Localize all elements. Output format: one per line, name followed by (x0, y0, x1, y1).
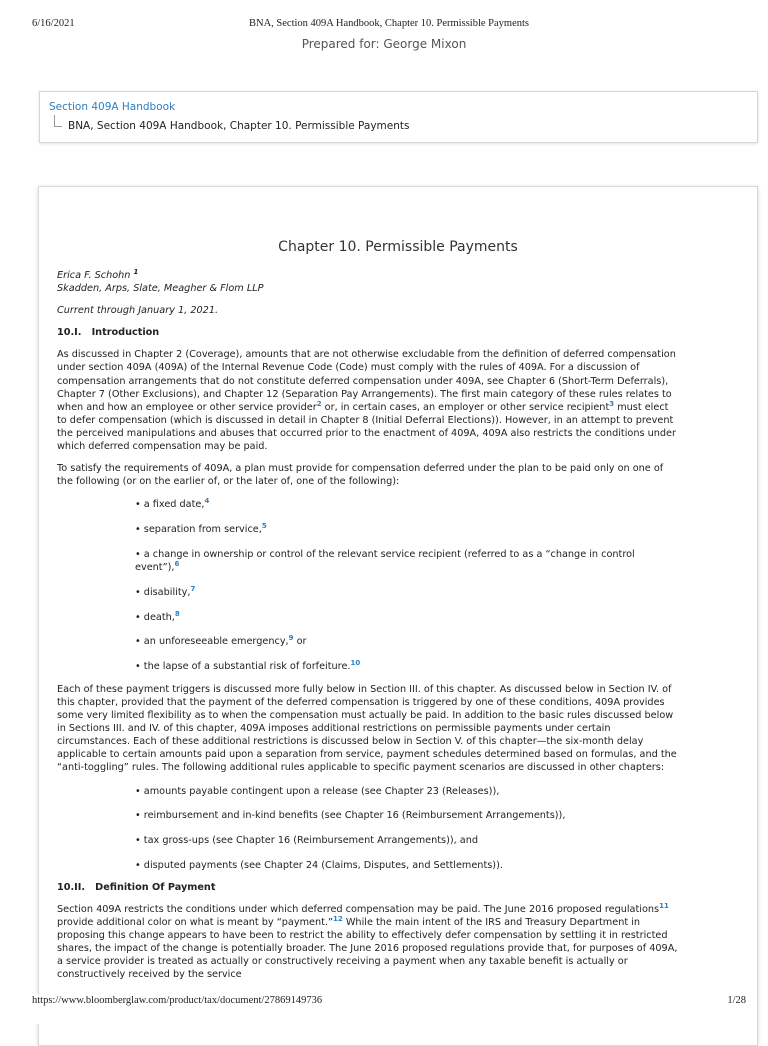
footnote-ref-8[interactable]: 8 (174, 609, 180, 618)
print-title: BNA, Section 409A Handbook, Chapter 10. Permissible Payments (249, 18, 529, 29)
breadcrumb (39, 91, 758, 143)
definition-text-b: provide additional color on what is meant by “payment.” (57, 916, 334, 928)
list-item-text: • disability, (135, 586, 191, 598)
list-item: • amounts payable contingent upon a release (see Chapter 23 (Releases)), (135, 785, 500, 797)
intro-text-a: As discussed in Chapter 2 (Coverage), amounts that are not otherwise excludable from the definition of deferred compensation under section 409A (409A) of the Internal Revenue Code (Code) must comply with the rules of 409A. For a discussion of compensation arrangements that do not constitute deferred compensation under 409A, see Chapter 6 (Short-Term Deferrals), Chapter 7 (Other Exclusions), and Chapter 12 (Separation Pay Arrangements). The first main category of these rules relates to when and how an employee or other service provider (57, 349, 676, 413)
list-item-text: • the lapse of a substantial risk of forfeiture. (135, 661, 351, 673)
list-item-text: • an unforeseeable emergency, (135, 636, 289, 648)
breadcrumb-root-link[interactable]: Section 409A Handbook (49, 101, 176, 113)
document-title: Chapter 10. Permissible Payments (278, 239, 518, 255)
other-rules-list (57, 785, 679, 872)
requirements-paragraph: To satisfy the requirements of 409A, a plan must provide for compensation deferred under the plan to be paid only on one of the following (or on the earlier of, or the later of, one of the following): (57, 463, 664, 488)
author-firm: Skadden, Arps, Slate, Meagher & Flom LLP (57, 283, 264, 295)
list-item-text: • separation from service, (135, 524, 262, 536)
page-number: 1/28 (727, 995, 746, 1006)
payment-triggers-list (57, 498, 679, 673)
list-item-text: • a fixed date, (135, 499, 205, 511)
footnote-ref-10[interactable]: 10 (350, 658, 361, 667)
intro-paragraph (57, 348, 679, 453)
document-body (57, 269, 679, 981)
footnote-ref-2[interactable]: 2 (316, 399, 322, 408)
list-item-suffix: or (293, 636, 307, 648)
footnote-ref-1[interactable]: 1 (133, 267, 139, 276)
list-item-text: • a change in ownership or control of the relevant service recipient (referred to as a “change in control event”), (135, 548, 635, 573)
footnote-ref-9[interactable]: 9 (288, 634, 294, 643)
definition-paragraph (57, 903, 679, 982)
list-item (135, 635, 679, 648)
footnote-ref-5[interactable]: 5 (261, 521, 267, 530)
tree-connector (54, 115, 62, 127)
footnote-ref-12[interactable]: 12 (333, 914, 343, 923)
intro-text-b: or, in certain cases, an employer or other service recipient (321, 401, 610, 413)
author-name: Erica F. Schohn (57, 270, 131, 281)
payment-triggers-paragraph: Each of these payment triggers is discussed more fully below in Section III. of this chapter. As discussed below in Section IV. of this chapter, provided that the payment of the deferred compensation is triggered by one of these conditions, 409A provides some very limited flexibility as to when the compensation must actually be paid. In addition to the basic rules discussed below in Sections III. and IV. of this chapter, 409A imposes additional restrictions on permissible payments under certain circumstances. Each of these additional restrictions is discussed below in Section V. of this chapter—the six-month delay applicable to certain amounts paid upon a separation from service, payment schedules determined based on formulas, and the “anti-toggling” rules. The following additional rules applicable to specific payment scenarios are discussed in other chapters: (57, 683, 677, 774)
list-item (135, 586, 679, 599)
list-item: • tax gross-ups (see Chapter 16 (Reimbursement Arrangements)), and (135, 835, 479, 847)
breadcrumb-current: BNA, Section 409A Handbook, Chapter 10. Permissible Payments (68, 120, 410, 132)
list-item-text: • death, (135, 611, 175, 623)
list-item: • reimbursement and in-kind benefits (see Chapter 16 (Reimbursement Arrangements)), (135, 810, 566, 822)
print-date: 6/16/2021 (32, 18, 75, 29)
print-footer (32, 994, 746, 1024)
prepared-for: Prepared for: George Mixon (301, 37, 467, 51)
footnote-ref-7[interactable]: 7 (190, 584, 196, 593)
definition-text-c: While the main intent of the IRS and Treasury Department in proposing this change appears to have been to restrict the ability to effectively defer compensation by settling it in restricted shares, the impact of the change is potentially broader. The June 2016 proposed regulations provide that, for purposes of 409A, a service provider is treated as actually or constructively receiving a payment when any taxable benefit is actually or constructively received by the service (57, 916, 678, 981)
footnote-ref-3[interactable]: 3 (609, 399, 615, 408)
footnote-ref-4[interactable]: 4 (204, 497, 210, 506)
current-through: Current through January 1, 2021. (57, 305, 219, 317)
list-item (135, 523, 679, 536)
list-item (135, 498, 679, 511)
definition-text-a: Section 409A restricts the conditions under which deferred compensation may be paid. The June 2016 proposed regulations (57, 903, 660, 915)
list-item (135, 611, 679, 624)
footnote-ref-6[interactable]: 6 (174, 559, 180, 568)
intro-text-c: must elect to defer compensation (which is discussed in detail in Chapter 8 (Initial Deferral Elections)). However, in an attempt to prevent the perceived manipulations and abuses that occurred prior to the enactment of 409A, 409A also restricts the conditions under which deferred compensation may be paid. (57, 401, 676, 453)
section-heading-introduction: 10.I. Introduction (57, 327, 160, 339)
list-item (135, 660, 679, 673)
print-url: https://www.bloomberglaw.com/product/tax/document/27869149736 (32, 995, 323, 1006)
list-item: • disputed payments (see Chapter 24 (Claims, Disputes, and Settlements)). (135, 859, 503, 871)
author-line (57, 269, 679, 282)
list-item (135, 548, 679, 574)
document-card (38, 186, 758, 1046)
section-heading-definition: 10.II. Definition Of Payment (57, 881, 216, 893)
footnote-ref-11[interactable]: 11 (659, 901, 669, 910)
